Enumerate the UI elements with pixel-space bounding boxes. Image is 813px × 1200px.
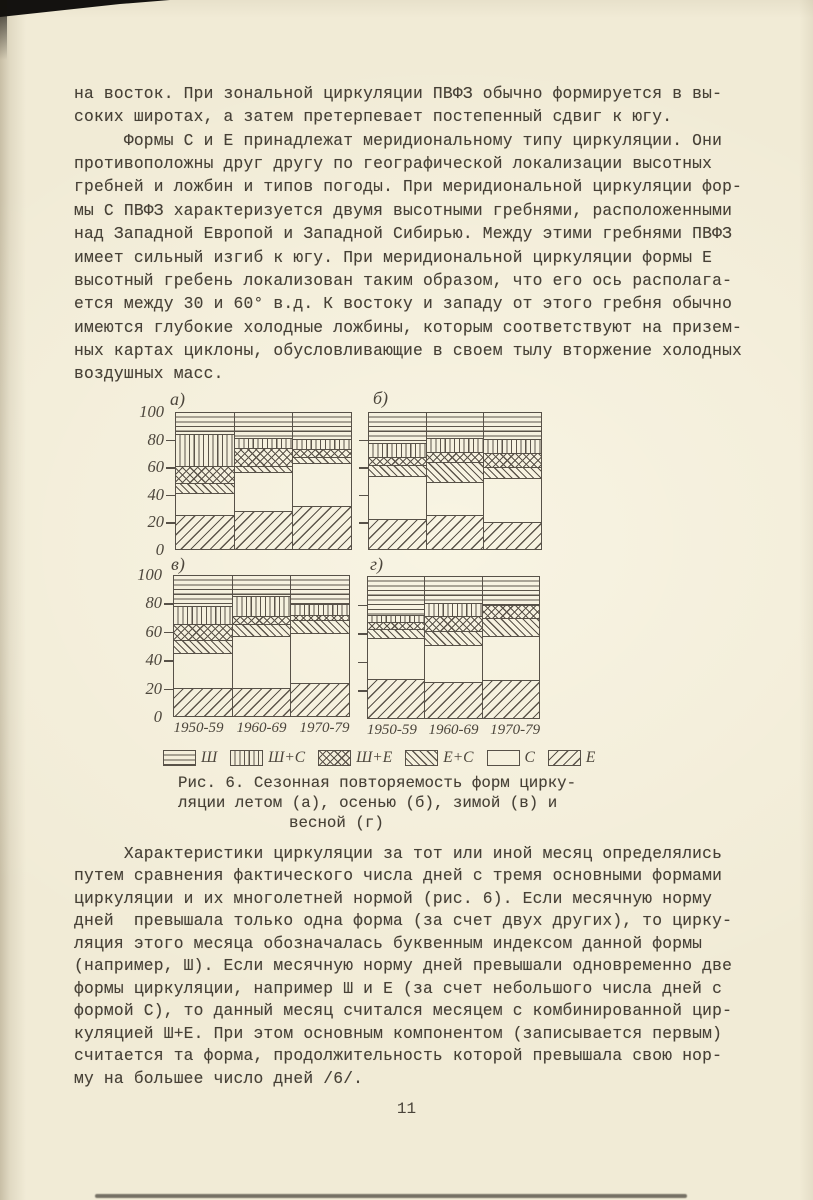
- segment-С: [427, 482, 484, 516]
- text-line: высотный гребень локализован таким образом, что его ось располага-: [74, 271, 733, 290]
- scan-corner-mark: [0, 0, 170, 18]
- stacked-bar-1960-69: [235, 412, 294, 550]
- segment-С: [176, 493, 234, 515]
- segment-Е+С: [425, 631, 481, 646]
- text-line: путем сравнения фактического числа дней с тремя основными формами: [74, 866, 723, 885]
- y-axis-label: 100: [139, 402, 164, 421]
- segment-Е: [176, 515, 234, 549]
- segment-Ш+С: [176, 434, 234, 466]
- segment-С: [368, 638, 424, 678]
- legend-label: Ш: [201, 749, 218, 766]
- stacked-bar-1950-59: [367, 576, 425, 719]
- stacked-bar-1970-79: [291, 575, 350, 717]
- segment-Ш+С: [293, 439, 351, 449]
- segment-Ш+Е: [368, 622, 424, 630]
- segment-Ш: [176, 412, 234, 434]
- text-line: формы циркуляции, например Ш и Е (за счет небольшого числа дней с: [74, 979, 723, 998]
- text-line: ляция этого месяца обозначалась буквенным индексом данной формы: [74, 934, 703, 953]
- text-line: на восток. При зональной циркуляции ПВФЗ обычно формируется в вы-: [74, 84, 723, 103]
- text-line: циркуляции и их многолетней нормой (рис. 6). Если месячную норму: [74, 889, 713, 908]
- segment-Ш+С: [425, 603, 481, 616]
- scan-edge-shadow: [0, 0, 7, 60]
- segment-С: [484, 478, 541, 522]
- legend-label: Ш+Е: [356, 749, 393, 766]
- segment-Ш+С: [484, 439, 541, 453]
- segment-Е+С: [369, 465, 426, 476]
- segment-С: [235, 472, 293, 511]
- stacked-bar-1950-59: [368, 412, 427, 550]
- y-axis-label: 40: [145, 650, 162, 670]
- stacked-bar-1950-59: [175, 412, 235, 550]
- legend-label: Е+С: [443, 749, 474, 766]
- legend-swatch-plain-icon: [487, 750, 520, 766]
- segment-Ш: [427, 412, 484, 438]
- segment-Е+С: [483, 618, 539, 635]
- x-axis-label: 1960-69: [236, 720, 287, 736]
- segment-Е: [483, 680, 539, 718]
- stacked-bar-1960-69: [425, 576, 482, 719]
- text-line: дней превышала только одна форма (за счет двух других), то цирку-: [74, 911, 733, 930]
- y-axis-label: 80: [147, 429, 164, 449]
- bar-group: [173, 575, 350, 717]
- text-line: противоположны друг другу по географической локализации высотных: [74, 154, 713, 173]
- y-axis-tick: [359, 467, 368, 469]
- y-axis-tick: [166, 440, 175, 442]
- text-line: гребней и ложбин и типов погоды. При меридиональной циркуляции фор-: [74, 177, 743, 196]
- legend-label: С: [524, 749, 535, 766]
- x-axis-label: 1950-59: [173, 720, 224, 736]
- segment-Ш+Е: [484, 453, 541, 467]
- text-line: ных картах циклоны, обусловливающие в своем тылу вторжение холодных: [74, 341, 743, 360]
- segment-Ш: [484, 412, 541, 439]
- bar-group: [367, 576, 540, 719]
- panel-label-v: в): [171, 554, 185, 574]
- segment-Е: [425, 682, 481, 718]
- y-axis-label: 60: [147, 457, 164, 477]
- segment-Ш+Е: [235, 448, 293, 466]
- segment-Е: [174, 688, 232, 716]
- panel-label-b: б): [373, 388, 389, 408]
- chart-summer: [139, 402, 352, 559]
- segment-Ш+С: [233, 596, 291, 616]
- segment-Ш+С: [427, 438, 484, 452]
- segment-Ш: [174, 575, 232, 606]
- segment-Е+С: [176, 483, 234, 493]
- segment-Е: [235, 511, 293, 549]
- legend-item-Ш+Е: [318, 749, 392, 767]
- y-axis-tick: [359, 522, 368, 524]
- stacked-bar-1960-69: [427, 412, 485, 550]
- y-axis-label: 80: [145, 593, 162, 613]
- text-line: соких широтах, а затем претерпевает постепенный сдвиг к югу.: [74, 107, 673, 126]
- y-axis-label: 100: [137, 565, 162, 584]
- y-axis-label: 20: [147, 512, 164, 532]
- y-axis-tick: [164, 632, 173, 634]
- x-axis-label: 1950-59: [366, 722, 417, 738]
- chart-autumn: [368, 412, 542, 550]
- y-axis-label: 0: [155, 540, 164, 559]
- segment-Ш+С: [369, 443, 426, 457]
- stacked-bar-1960-69: [233, 575, 292, 717]
- segment-Ш: [233, 575, 291, 596]
- text-line: имеются глубокие холодные ложбины, которым соответствуют на призем-: [74, 318, 743, 337]
- segment-Е+С: [233, 624, 291, 636]
- text-line: над Западной Европой и Западной Сибирью. Между этими гребнями ПВФЗ: [74, 224, 733, 243]
- y-axis-tick: [358, 662, 367, 664]
- segment-С: [291, 633, 349, 683]
- y-axis-tick: [359, 440, 368, 442]
- legend-label: Ш+С: [268, 749, 306, 766]
- y-axis-tick: [358, 690, 367, 692]
- x-axis-labels: [361, 722, 546, 739]
- segment-Ш+Е: [483, 605, 539, 618]
- text-line: мы С ПВФЗ характеризуется двумя высотными гребнями, расположенными: [74, 201, 733, 220]
- panel-label-g: г): [370, 554, 384, 574]
- y-axis-tick: [166, 522, 175, 524]
- legend-item-Ш: [163, 749, 217, 767]
- x-axis-label: 1960-69: [428, 722, 479, 738]
- chart-winter: [137, 565, 350, 736]
- segment-Е+С: [484, 467, 541, 477]
- segment-Ш+Е: [425, 616, 481, 631]
- segment-С: [233, 636, 291, 688]
- y-axis-label: 60: [145, 621, 162, 641]
- text-line: формой С), то данный месяц считался месяцем с комбинированной цир-: [74, 1001, 733, 1020]
- segment-Ш: [293, 412, 351, 439]
- y-axis-tick: [164, 689, 173, 691]
- segment-Ш+Е: [369, 457, 426, 465]
- segment-С: [174, 653, 232, 688]
- text-line: му на большее число дней /6/.: [74, 1069, 364, 1088]
- panel-label-a: а): [170, 389, 185, 409]
- segment-С: [483, 636, 539, 681]
- segment-Е: [233, 688, 291, 716]
- bar-group: [368, 412, 542, 550]
- text-line: считается та форма, продолжительность которой превышала свою нор-: [74, 1046, 723, 1065]
- figure-caption-line: Рис. 6. Сезонная повторяемость форм цирку-: [178, 774, 577, 792]
- legend-swatch-diagonal-backslash-icon: [405, 750, 438, 766]
- segment-С: [293, 463, 351, 506]
- segment-Ш+С: [235, 438, 293, 448]
- legend-item-Е: [548, 749, 595, 767]
- legend-item-С: [487, 749, 535, 767]
- stacked-bar-1950-59: [173, 575, 233, 717]
- segment-Ш+Е: [293, 449, 351, 457]
- segment-Е: [369, 519, 426, 549]
- text-line: (например, Ш). Если месячную норму дней превышали одновременно две: [74, 956, 733, 975]
- text-line: воздушных масс.: [74, 364, 224, 383]
- segment-Е+С: [291, 620, 349, 633]
- y-axis-tick: [358, 633, 367, 635]
- segment-Е: [293, 506, 351, 549]
- segment-Ш+Е: [176, 466, 234, 483]
- legend-swatch-horizontal-lines-icon: [163, 750, 196, 766]
- stacked-bar-1970-79: [483, 576, 540, 719]
- segment-Е+С: [368, 629, 424, 638]
- y-axis-tick: [358, 605, 367, 607]
- segment-Ш: [291, 575, 349, 604]
- y-axis-tick: [359, 495, 368, 497]
- x-axis-label: 1970-79: [299, 720, 350, 736]
- segment-Ш+Е: [427, 452, 484, 462]
- x-axis-labels: [167, 720, 356, 737]
- segment-Ш+Е: [233, 616, 291, 624]
- legend-swatch-vertical-lines-icon: [230, 750, 263, 766]
- text-line: ется между 30 и 60° в.д. К востоку и западу от этого гребня обычно: [74, 294, 733, 313]
- segment-Ш: [235, 412, 293, 438]
- figure-caption-line: весной (г): [289, 814, 384, 832]
- legend-item-Е+С: [405, 749, 473, 767]
- segment-Ш+С: [174, 606, 232, 625]
- text-line: куляцией Ш+Е. При этом основным компонентом (записывается первым): [74, 1024, 723, 1043]
- segment-Ш+Е: [174, 624, 232, 640]
- segment-С: [369, 476, 426, 519]
- scan-bottom-mark: [95, 1194, 687, 1198]
- y-axis-tick: [166, 495, 175, 497]
- segment-Е: [484, 522, 541, 549]
- stacked-bar-1970-79: [484, 412, 542, 550]
- y-axis-label: 40: [147, 484, 164, 504]
- segment-Ш: [368, 576, 424, 615]
- page-number: 11: [396, 1100, 417, 1118]
- text-line: Формы С и Е принадлежат меридиональному типу циркуляции. Они: [74, 131, 723, 150]
- segment-Ш: [425, 576, 481, 603]
- x-axis-label: 1970-79: [490, 722, 541, 738]
- figure-caption-line: ляции летом (а), осенью (б), зимой (в) и: [178, 794, 558, 812]
- text-line: Характеристики циркуляции за тот или иной месяц определялись: [74, 844, 723, 863]
- segment-Е: [427, 515, 484, 549]
- y-axis-label: 0: [153, 707, 162, 726]
- segment-Ш+С: [291, 604, 349, 614]
- stacked-bar-1970-79: [293, 412, 352, 550]
- legend-swatch-diagonal-slash-icon: [548, 750, 581, 766]
- y-axis-tick: [164, 603, 173, 605]
- y-axis-tick: [166, 467, 175, 469]
- legend-swatch-cross-hatch-icon: [318, 750, 351, 766]
- segment-Е+С: [174, 640, 232, 653]
- segment-С: [425, 645, 481, 681]
- y-axis-label: 20: [145, 678, 162, 698]
- bar-group: [175, 412, 352, 550]
- legend-item-Ш+С: [230, 749, 305, 767]
- segment-Е: [368, 679, 424, 718]
- segment-Е: [291, 683, 349, 716]
- text-line: имеет сильный изгиб к югу. При меридиональной циркуляции формы Е: [74, 248, 713, 267]
- figure-legend: [163, 748, 608, 768]
- chart-spring: [366, 576, 541, 738]
- legend-label: Е: [585, 749, 596, 766]
- segment-Ш: [369, 412, 426, 443]
- segment-Е+С: [427, 462, 484, 481]
- y-axis-tick: [164, 660, 173, 662]
- segment-Ш: [483, 576, 539, 604]
